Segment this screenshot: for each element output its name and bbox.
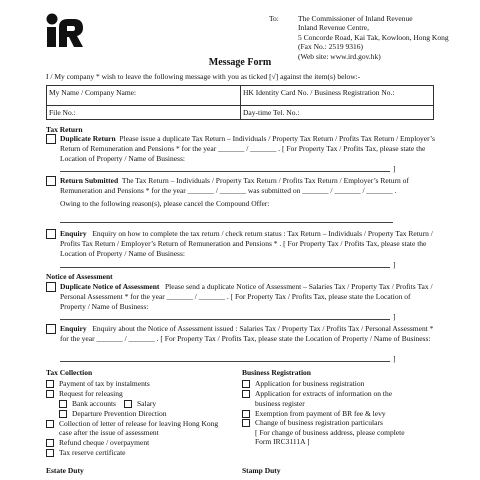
checkbox[interactable]	[242, 390, 250, 398]
name-field[interactable]	[47, 86, 241, 106]
departure-prevention-option[interactable]	[59, 409, 241, 418]
noa-enquiry-checkbox[interactable]	[46, 324, 56, 334]
option-label: Payment of tax by instalments	[59, 379, 150, 389]
option-label: Refund cheque / overpayment	[59, 438, 150, 448]
form-intro: I / My company * wish to leave the following message with you as ticked [√] against the item(s) below:-	[46, 72, 361, 81]
stamp-duty-heading: Stamp Duty	[242, 466, 281, 475]
br-exemption-option[interactable]	[242, 409, 437, 418]
business-name-line[interactable]	[60, 361, 390, 362]
option-label: Salary	[137, 399, 157, 409]
checkbox[interactable]	[46, 390, 54, 398]
ird-logo	[46, 12, 84, 48]
letter-of-release-option[interactable]	[46, 419, 241, 438]
checkbox[interactable]	[59, 410, 67, 418]
business-name-line[interactable]	[60, 267, 390, 268]
duplicate-return-label: Duplicate Return	[60, 134, 116, 143]
duplicate-notice-text: Please send a duplicate Notice of Assessment – Salaries Tax / Property Tax / Profits Tax / Personal Assessment * for the year _______ / _______ . [ For Property Tax / Profits Tax, please state the Location of Property / Name of Business:	[60, 282, 433, 311]
address-line: 5 Concorde Road, Kai Tak, Kowloon, Hong Kong (Fax No.: 2519 9316)	[298, 32, 449, 52]
option-label: Bank accounts	[72, 399, 116, 409]
to-label: To:	[269, 14, 279, 23]
business-name-line[interactable]	[60, 319, 390, 320]
recipient-address	[298, 14, 458, 61]
tr-enquiry-text: Enquiry on how to complete the tax return / check return status : Tax Return – Individuals / Property Tax Return / Profits Tax Return / Employer’s Return of Remuneration and Pensions * . [ For Property Tax / Profits Tax, please state the Location of Property / Name of Business:	[60, 229, 433, 258]
id-label: HK Identity Card No. / Business Registration No.:	[243, 88, 395, 97]
br-extracts-option[interactable]	[242, 389, 437, 408]
option-label-cont: [ For change of business address, please complete	[255, 427, 405, 437]
file-no-field[interactable]	[47, 106, 241, 120]
file-no-label: File No.:	[49, 108, 76, 117]
bracket-close: ]	[393, 354, 396, 363]
duplicate-notice-checkbox[interactable]	[46, 282, 56, 292]
refund-option[interactable]	[46, 438, 241, 447]
name-label: My Name / Company Name:	[49, 88, 137, 97]
br-change-option[interactable]	[242, 418, 437, 446]
checkbox[interactable]	[46, 439, 54, 447]
release-request-option[interactable]	[46, 389, 241, 398]
bracket-close: ]	[393, 260, 396, 269]
bank-accounts-option[interactable]	[59, 399, 241, 408]
option-label-cont: Form IRC3111A ]	[255, 437, 310, 447]
address-line: Inland Revenue Centre,	[298, 23, 370, 33]
bracket-close: ]	[393, 164, 396, 173]
tr-enquiry-item	[46, 229, 436, 258]
business-registration-heading: Business Registration	[242, 368, 311, 377]
option-label: Request for releasing	[59, 389, 123, 399]
business-registration-column	[242, 368, 437, 447]
br-application-option[interactable]	[242, 379, 437, 388]
reason-line[interactable]	[60, 222, 393, 223]
checkbox[interactable]	[46, 449, 54, 457]
tax-return-heading: Tax Return	[46, 125, 83, 134]
duplicate-return-item	[46, 134, 436, 163]
checkbox[interactable]	[59, 400, 67, 408]
bracket-close: ]	[393, 312, 396, 321]
checkbox[interactable]	[46, 420, 54, 428]
option-label-cont: case after the issue of assessment	[59, 428, 159, 438]
tr-enquiry-label: Enquiry	[60, 229, 87, 238]
tel-label: Day-time Tel. No.:	[243, 108, 300, 117]
checkbox[interactable]	[46, 380, 54, 388]
option-label: Application for extracts of information on the	[255, 389, 393, 399]
return-submitted-text: The Tax Return – Individuals / Property Tax Return / Profits Tax Return / Employer’s Return of Remuneration and Pensions * for the year _______ / _______ was submitted on _______ / _______ / _______ .	[60, 176, 409, 195]
address-line: The Commissioner of Inland Revenue	[298, 14, 413, 23]
option-label-cont: business register	[255, 398, 305, 408]
personal-info-table	[46, 85, 434, 120]
id-field[interactable]	[241, 86, 434, 106]
address-line: (Web site: www.ird.gov.hk)	[298, 51, 381, 61]
duplicate-notice-item	[46, 282, 436, 311]
cancel-reason-text: Owing to the following reason(s), please cancel the Compound Offer:	[60, 198, 270, 208]
duplicate-return-checkbox[interactable]	[46, 134, 56, 144]
option-label: Application for business registration	[255, 379, 365, 389]
checkbox[interactable]	[124, 400, 132, 408]
tel-field[interactable]	[241, 106, 434, 120]
noa-enquiry-label: Enquiry	[60, 324, 87, 333]
duplicate-return-text: Please issue a duplicate Tax Return – Individuals / Property Tax Return / Profits Tax Return / Employer’s Return of Remuneration and Pensions * for the year _______ / _______ . [ For Property Tax / Profits Tax, please state the Location of Property / Name of Business:	[60, 134, 435, 163]
option-label: Departure Prevention Direction	[72, 409, 167, 418]
option-label: Exemption from payment of BR fee & levy	[255, 408, 386, 418]
option-label: Change of business registration particulars	[255, 418, 383, 428]
checkbox[interactable]	[242, 410, 250, 418]
option-label: Collection of letter of release for leaving Hong Kong	[59, 418, 219, 428]
noa-enquiry-item	[46, 324, 436, 344]
tax-reserve-option[interactable]	[46, 448, 241, 457]
checkbox[interactable]	[242, 419, 250, 427]
duplicate-notice-label: Duplicate Notice of Assessment	[60, 282, 160, 291]
business-name-line[interactable]	[60, 171, 390, 172]
return-submitted-checkbox[interactable]	[46, 176, 56, 186]
tax-collection-column	[46, 368, 241, 458]
checkbox[interactable]	[242, 380, 250, 388]
estate-duty-heading: Estate Duty	[46, 466, 84, 475]
salary-option[interactable]	[137, 399, 156, 408]
instalments-option[interactable]	[46, 379, 241, 388]
noa-enquiry-text: Enquiry about the Notice of Assessment issued : Salaries Tax / Property Tax / Profits Tax / Personal Assessment * for the year _______ / _______ . [ For Property Tax / Profits Tax, please state the Location of Property / Name of Business:	[60, 324, 434, 343]
option-label: Tax reserve certificate	[59, 448, 126, 457]
return-submitted-item	[46, 176, 436, 208]
tax-collection-heading: Tax Collection	[46, 368, 93, 377]
form-title: Message Form	[208, 57, 272, 68]
return-submitted-label: Return Submitted	[60, 176, 119, 185]
tr-enquiry-checkbox[interactable]	[46, 229, 56, 239]
notice-heading: Notice of Assessment	[46, 272, 113, 281]
